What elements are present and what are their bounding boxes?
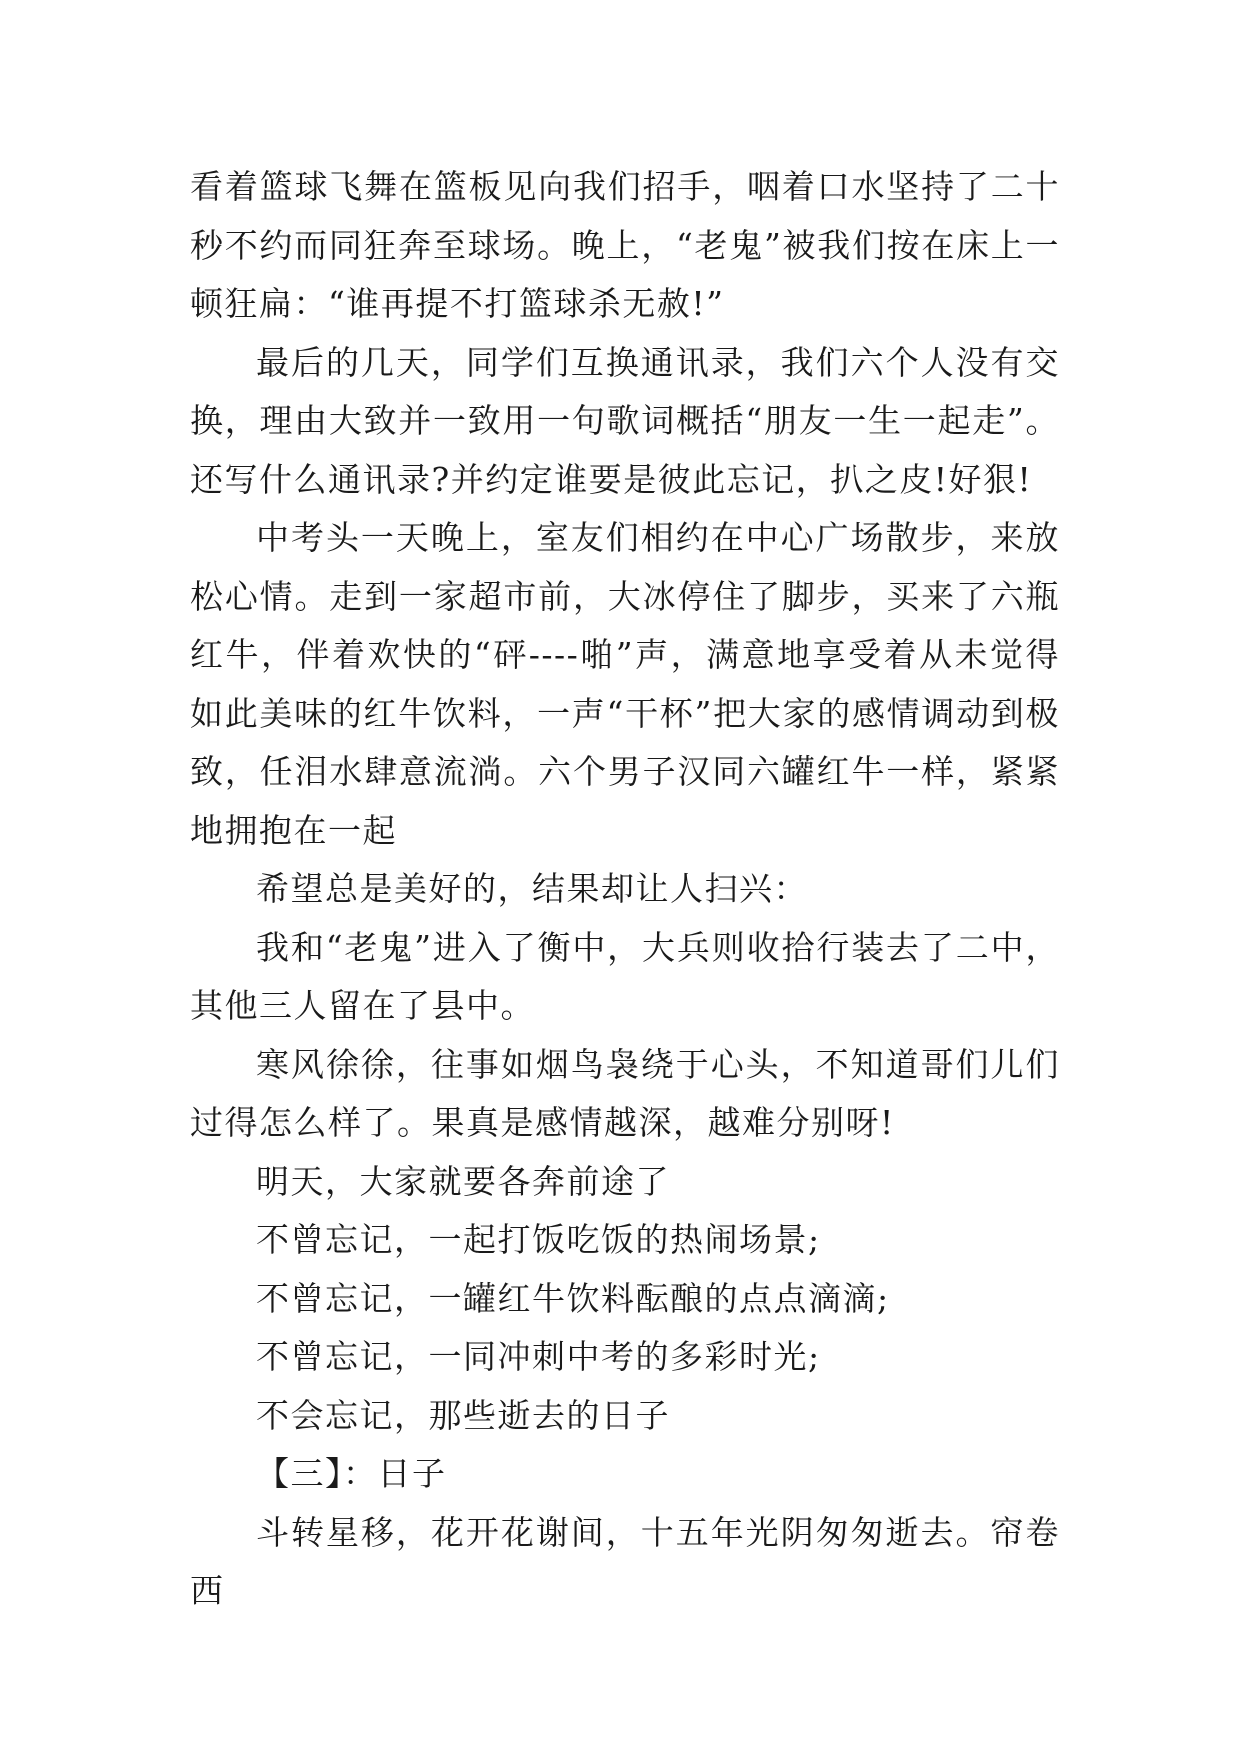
paragraph-1: 看着篮球飞舞在篮板见向我们招手，咽着口水坚持了二十秒不约而同狂奔至球场。晚上，“老鬼”被我们按在床上一顿狂扁：“谁再提不打篮球杀无赦!” [190, 167, 1060, 323]
paragraph-10: 不曾忘记，一同冲刺中考的多彩时光; [256, 1337, 821, 1376]
paragraph-11: 不会忘记，那些逝去的日子 [256, 1395, 670, 1435]
paragraph-4: 希望总是美好的，结果却让人扫兴： [256, 869, 808, 908]
document-body [190, 158, 1060, 1621]
paragraph-8: 不曾忘记，一起打饭吃饭的热闹场景; [256, 1220, 821, 1259]
paragraph-5: 我和“老鬼”进入了衡中，大兵则收拾行装去了二中，其他三人留在了县中。 [190, 927, 1060, 1025]
paragraph-2: 最后的几天，同学们互换通讯录，我们六个人没有交换，理由大致并一致用一句歌词概括“朋友一生一起走”。还写什么通讯录?并约定谁要是彼此忘记，扒之皮!好狠! [190, 342, 1060, 499]
section-heading: 【三】：日子 [256, 1454, 447, 1493]
paragraph-7: 明天，大家就要各奔前途了 [256, 1161, 670, 1201]
paragraph-12: 斗转星移，花开花谢间，十五年光阴匆匆逝去。帘卷西 [190, 1512, 1060, 1610]
paragraph-6: 寒风徐徐，往事如烟鸟袅绕于心头，不知道哥们儿们过得怎么样了。果真是感情越深，越难分别呀! [190, 1044, 1060, 1142]
paragraph-9: 不曾忘记，一罐红牛饮料酝酿的点点滴滴; [256, 1278, 890, 1318]
paragraph-3: 中考头一天晚上，室友们相约在中心广场散步，来放松心情。走到一家超市前，大冰停住了脚步，买来了六瓶红牛，伴着欢快的“砰----啪”声，满意地享受着从未觉得如此美味的红牛饮料，一声“干杯”把大家的感情调动到极致，任泪水肆意流淌。六个男子汉同六罐红牛一样，紧紧地拥抱在一起 [190, 518, 1060, 850]
